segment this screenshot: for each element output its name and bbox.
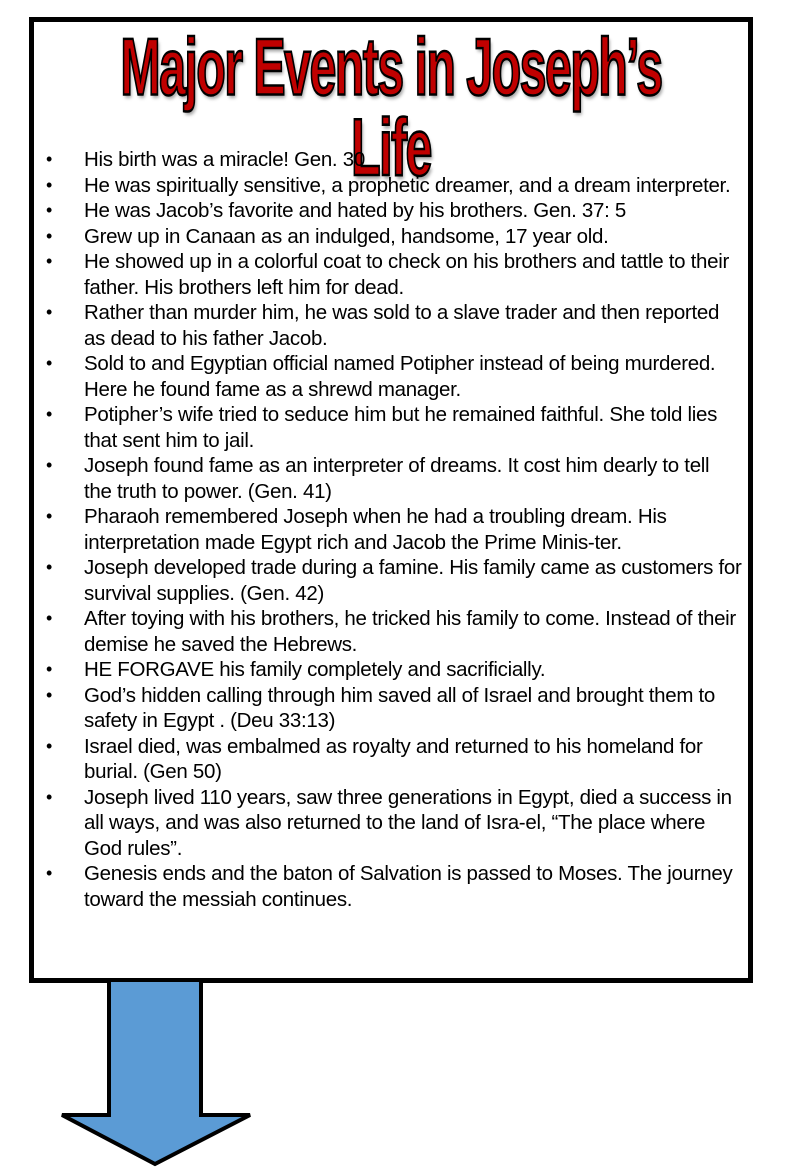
page-title: Major Events in Joseph’s Life bbox=[120, 22, 662, 194]
bullet-icon: • bbox=[45, 200, 52, 220]
bullet-icon: • bbox=[45, 735, 52, 756]
list-item bbox=[34, 785, 748, 862]
list-item bbox=[34, 402, 748, 453]
list-item bbox=[34, 657, 748, 683]
event-text: Joseph developed trade during a famine. His family came as customers for survival supplies. (Gen. 42) bbox=[84, 556, 742, 605]
event-text: Pharaoh remembered Joseph when he had a troubling dream. His interpretation made Egypt rich and Jacob the Prime Minis-ter. bbox=[84, 505, 667, 554]
bullet-icon: • bbox=[45, 659, 52, 679]
list-item bbox=[34, 147, 748, 173]
bullet-icon: • bbox=[45, 251, 52, 271]
list-item bbox=[34, 861, 748, 912]
bullet-icon: • bbox=[45, 684, 52, 705]
bullet-icon: • bbox=[45, 404, 52, 424]
event-text: He showed up in a colorful coat to check on his brothers and tattle to their father. His brothers left him for dead. bbox=[84, 250, 729, 299]
bullet-icon: • bbox=[45, 506, 52, 526]
list-item bbox=[34, 351, 748, 402]
event-text: HE FORGAVE his family completely and sacrificially. bbox=[84, 658, 546, 681]
list-item bbox=[34, 683, 748, 734]
event-text: Sold to and Egyptian official named Potipher instead of being murdered. Here he found fame as a shrewd manager. bbox=[84, 352, 716, 401]
list-item bbox=[34, 173, 748, 199]
list-item bbox=[34, 734, 748, 785]
list-item bbox=[34, 198, 748, 224]
event-text: Joseph lived 110 years, saw three generations in Egypt, died a success in all ways, and was also returned to the land of Isra-el, “The place where God rules”. bbox=[84, 785, 732, 860]
bullet-icon: • bbox=[45, 149, 52, 169]
list-item bbox=[34, 504, 748, 555]
events-list bbox=[34, 147, 748, 912]
event-text: Potipher’s wife tried to seduce him but he remained faithful. She told lies that sent him to jail. bbox=[84, 403, 718, 452]
list-item bbox=[34, 224, 748, 250]
event-text: His birth was a miracle! Gen. 30 bbox=[84, 148, 365, 171]
list-item bbox=[34, 555, 748, 606]
event-text: Genesis ends and the baton of Salvation is passed to Moses. The journey toward the messiah continues. bbox=[84, 862, 733, 911]
events-box bbox=[29, 17, 753, 983]
list-item bbox=[34, 453, 748, 504]
bullet-icon: • bbox=[45, 174, 52, 195]
down-arrow-icon bbox=[58, 978, 258, 1168]
bullet-icon: • bbox=[45, 353, 52, 373]
bullet-icon: • bbox=[45, 302, 52, 322]
bullet-icon: • bbox=[45, 863, 52, 883]
event-text: Israel died, was embalmed as royalty and returned to his homeland for burial. (Gen 50) bbox=[84, 734, 703, 783]
event-text: After toying with his brothers, he tricked his family to come. Instead of their demise he saved the Hebrews. bbox=[84, 607, 736, 656]
bullet-icon: • bbox=[45, 455, 52, 475]
list-item bbox=[34, 249, 748, 300]
event-text: Grew up in Canaan as an indulged, handsome, 17 year old. bbox=[84, 224, 609, 248]
list-item bbox=[34, 300, 748, 351]
bullet-icon: • bbox=[45, 557, 52, 577]
event-text: Joseph found fame as an interpreter of dreams. It cost him dearly to tell the truth to power. (Gen. 41) bbox=[84, 454, 710, 503]
bullet-icon: • bbox=[45, 225, 52, 246]
bullet-icon: • bbox=[45, 608, 52, 628]
event-text: God’s hidden calling through him saved all of Israel and brought them to safety in Egypt . (Deu 33:13) bbox=[84, 683, 716, 732]
bullet-icon: • bbox=[45, 786, 52, 807]
list-item bbox=[34, 606, 748, 657]
event-text: He was spiritually sensitive, a prophetic dreamer, and a dream interpreter. bbox=[84, 173, 731, 197]
event-text: He was Jacob’s favorite and hated by his brothers. Gen. 37: 5 bbox=[84, 199, 626, 222]
event-text: Rather than murder him, he was sold to a slave trader and then reported as dead to his father Jacob. bbox=[84, 301, 720, 350]
